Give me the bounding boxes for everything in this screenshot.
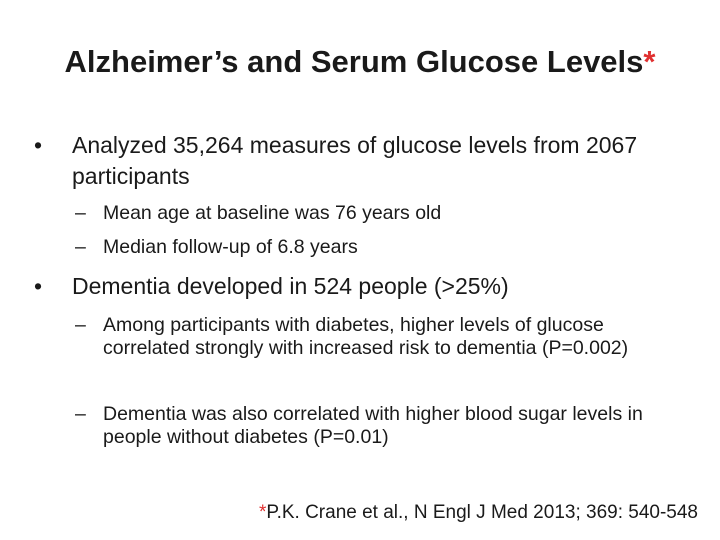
- title-asterisk: *: [643, 44, 656, 79]
- dash-icon: –: [75, 314, 86, 336]
- bullet-dot-icon: •: [34, 132, 43, 158]
- sub-bullet-text: Mean age at baseline was 76 years old: [103, 202, 442, 224]
- bullet-item: [34, 130, 682, 192]
- bullet-text: Dementia developed in 524 people (>25%): [72, 273, 509, 299]
- sub-bullet-text: Dementia was also correlated with higher blood sugar levels in people without diabetes (P=0.01): [103, 403, 643, 448]
- sub-bullet-item: [75, 314, 663, 360]
- bullet-item: [34, 271, 682, 302]
- sub-bullet-item: [75, 403, 693, 449]
- dash-icon: –: [75, 236, 86, 258]
- citation-asterisk: *: [258, 502, 267, 523]
- sub-bullet-item: [75, 202, 693, 225]
- dash-icon: –: [75, 403, 86, 425]
- dash-icon: –: [75, 202, 86, 224]
- sub-bullet-text: Median follow-up of 6.8 years: [103, 236, 358, 258]
- citation-text: P.K. Crane et al., N Engl J Med 2013; 369: 540-548: [266, 502, 698, 523]
- citation: [259, 502, 698, 524]
- bullet-text: Analyzed 35,264 measures of glucose levels from 2067 participants: [72, 132, 638, 189]
- slide-title: [0, 44, 720, 80]
- sub-bullet-text: Among participants with diabetes, higher levels of glucose correlated strongly with increased risk to dementia (P=0.002): [103, 314, 629, 359]
- sub-bullet-item: [75, 236, 693, 259]
- slide-title-text: Alzheimer’s and Serum Glucose Levels: [64, 44, 644, 79]
- bullet-dot-icon: •: [34, 273, 43, 299]
